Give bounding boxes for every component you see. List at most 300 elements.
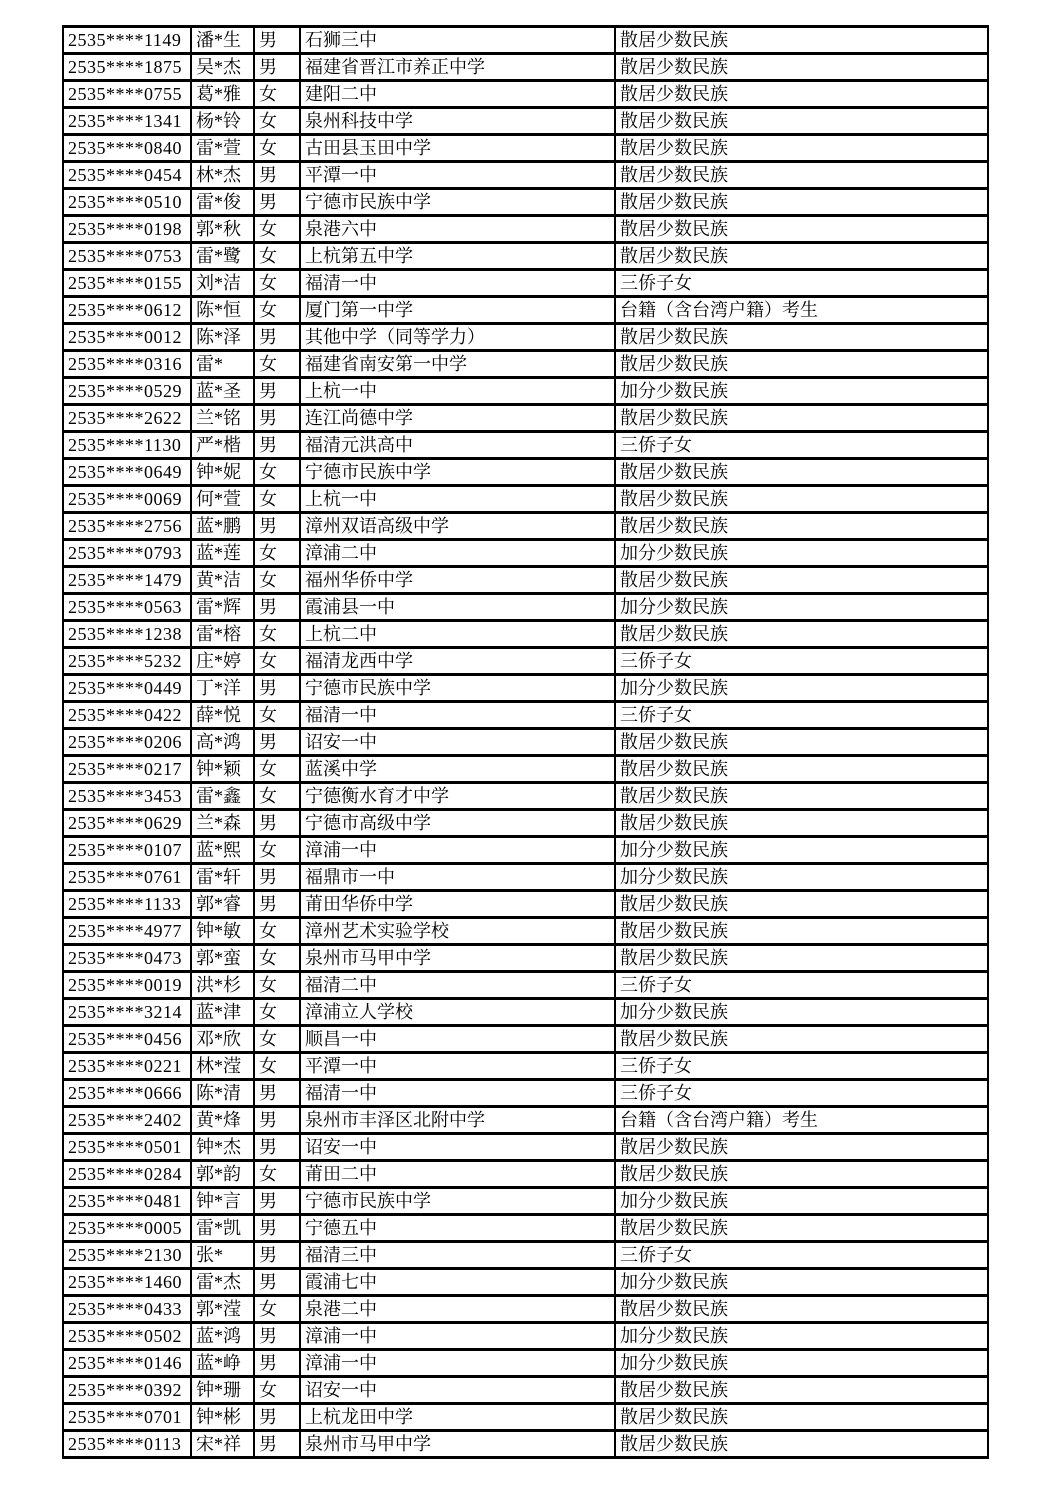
gender-cell: 男 [254,1242,300,1269]
id-cell: 2535****0755 [63,81,191,108]
school-cell: 泉港六中 [300,216,615,243]
name-cell: 潘*生 [191,27,254,54]
name-cell: 钟*敏 [191,918,254,945]
table-row [63,513,988,540]
id-cell: 2535****0649 [63,459,191,486]
gender-cell: 男 [254,432,300,459]
id-cell: 2535****0217 [63,756,191,783]
id-cell: 2535****0284 [63,1161,191,1188]
category-cell: 散居少数民族 [615,756,988,783]
school-cell: 漳州双语高级中学 [300,513,615,540]
category-cell: 散居少数民族 [615,1215,988,1242]
gender-cell: 男 [254,405,300,432]
name-cell: 雷*俊 [191,189,254,216]
category-cell: 散居少数民族 [615,135,988,162]
id-cell: 2535****0761 [63,864,191,891]
category-cell: 散居少数民族 [615,162,988,189]
gender-cell: 男 [254,1431,300,1458]
name-cell: 雷*辉 [191,594,254,621]
category-cell: 散居少数民族 [615,810,988,837]
gender-cell: 女 [254,918,300,945]
school-cell: 诏安一中 [300,1377,615,1404]
school-cell: 平潭一中 [300,162,615,189]
gender-cell: 女 [254,702,300,729]
id-cell: 2535****0005 [63,1215,191,1242]
category-cell: 加分少数民族 [615,864,988,891]
id-cell: 2535****0456 [63,1026,191,1053]
id-cell: 2535****2756 [63,513,191,540]
gender-cell: 女 [254,135,300,162]
table-row [63,54,988,81]
school-cell: 霞浦七中 [300,1269,615,1296]
category-cell: 三侨子女 [615,972,988,999]
name-cell: 刘*洁 [191,270,254,297]
gender-cell: 女 [254,1053,300,1080]
id-cell: 2535****0146 [63,1350,191,1377]
name-cell: 杨*铃 [191,108,254,135]
name-cell: 蓝*峥 [191,1350,254,1377]
gender-cell: 男 [254,675,300,702]
category-cell: 散居少数民族 [615,243,988,270]
table-row [63,1053,988,1080]
gender-cell: 女 [254,486,300,513]
school-cell: 蓝溪中学 [300,756,615,783]
table-row [63,1377,988,1404]
name-cell: 蓝*鹏 [191,513,254,540]
name-cell: 兰*森 [191,810,254,837]
table-row [63,1107,988,1134]
gender-cell: 男 [254,594,300,621]
id-cell: 2535****0433 [63,1296,191,1323]
school-cell: 古田县玉田中学 [300,135,615,162]
name-cell: 钟*杰 [191,1134,254,1161]
school-cell: 泉州科技中学 [300,108,615,135]
gender-cell: 男 [254,1269,300,1296]
gender-cell: 女 [254,972,300,999]
category-cell: 散居少数民族 [615,945,988,972]
id-cell: 2535****0481 [63,1188,191,1215]
school-cell: 上杭二中 [300,621,615,648]
table-row [63,189,988,216]
category-cell: 三侨子女 [615,648,988,675]
id-cell: 2535****1149 [63,27,191,54]
table-row [63,162,988,189]
id-cell: 2535****0510 [63,189,191,216]
school-cell: 宁德衡水育才中学 [300,783,615,810]
gender-cell: 女 [254,567,300,594]
category-cell: 加分少数民族 [615,1188,988,1215]
name-cell: 雷*轩 [191,864,254,891]
category-cell: 加分少数民族 [615,675,988,702]
id-cell: 2535****3214 [63,999,191,1026]
gender-cell: 女 [254,351,300,378]
gender-cell: 女 [254,945,300,972]
name-cell: 蓝*莲 [191,540,254,567]
gender-cell: 女 [254,297,300,324]
name-cell: 薛*悦 [191,702,254,729]
gender-cell: 男 [254,27,300,54]
id-cell: 2535****0113 [63,1431,191,1458]
table-row [63,1188,988,1215]
id-cell: 2535****5232 [63,648,191,675]
gender-cell: 男 [254,54,300,81]
school-cell: 宁德市民族中学 [300,1188,615,1215]
name-cell: 钟*妮 [191,459,254,486]
school-cell: 厦门第一中学 [300,297,615,324]
school-cell: 漳州艺术实验学校 [300,918,615,945]
gender-cell: 女 [254,999,300,1026]
school-cell: 宁德市民族中学 [300,459,615,486]
name-cell: 黄*洁 [191,567,254,594]
table-row [63,432,988,459]
id-cell: 2535****0422 [63,702,191,729]
table-row [63,459,988,486]
table-row [63,81,988,108]
school-cell: 福建省晋江市养正中学 [300,54,615,81]
table-row [63,1296,988,1323]
id-cell: 2535****4977 [63,918,191,945]
name-cell: 蓝*津 [191,999,254,1026]
category-cell: 散居少数民族 [615,1296,988,1323]
table-row [63,864,988,891]
id-cell: 2535****2402 [63,1107,191,1134]
gender-cell: 男 [254,1134,300,1161]
id-cell: 2535****0529 [63,378,191,405]
id-cell: 2535****0069 [63,486,191,513]
gender-cell: 女 [254,621,300,648]
table-row [63,1242,988,1269]
school-cell: 泉港二中 [300,1296,615,1323]
name-cell: 林*滢 [191,1053,254,1080]
name-cell: 何*萱 [191,486,254,513]
category-cell: 散居少数民族 [615,1431,988,1458]
category-cell: 三侨子女 [615,1053,988,1080]
gender-cell: 男 [254,324,300,351]
table-row [63,1215,988,1242]
table-row [63,216,988,243]
id-cell: 2535****0454 [63,162,191,189]
gender-cell: 男 [254,378,300,405]
table-row [63,540,988,567]
id-cell: 2535****3453 [63,783,191,810]
name-cell: 雷*榕 [191,621,254,648]
id-cell: 2535****0793 [63,540,191,567]
id-cell: 2535****0019 [63,972,191,999]
school-cell: 上杭第五中学 [300,243,615,270]
school-cell: 福州华侨中学 [300,567,615,594]
name-cell: 郭*蛮 [191,945,254,972]
table-row [63,783,988,810]
table-row [63,27,988,54]
table-row [63,891,988,918]
gender-cell: 女 [254,108,300,135]
gender-cell: 男 [254,513,300,540]
category-cell: 加分少数民族 [615,1269,988,1296]
id-cell: 2535****0753 [63,243,191,270]
table-row [63,1323,988,1350]
gender-cell: 女 [254,783,300,810]
table-row [63,486,988,513]
category-cell: 散居少数民族 [615,729,988,756]
name-cell: 钟*言 [191,1188,254,1215]
id-cell: 2535****0221 [63,1053,191,1080]
category-cell: 散居少数民族 [615,1026,988,1053]
category-cell: 散居少数民族 [615,486,988,513]
school-cell: 福清二中 [300,972,615,999]
name-cell: 雷*杰 [191,1269,254,1296]
gender-cell: 女 [254,1026,300,1053]
gender-cell: 女 [254,243,300,270]
category-cell: 散居少数民族 [615,405,988,432]
table-row [63,108,988,135]
id-cell: 2535****1341 [63,108,191,135]
category-cell: 三侨子女 [615,1080,988,1107]
gender-cell: 男 [254,864,300,891]
gender-cell: 女 [254,540,300,567]
category-cell: 加分少数民族 [615,540,988,567]
table-row [63,837,988,864]
school-cell: 宁德五中 [300,1215,615,1242]
school-cell: 其他中学（同等学力） [300,324,615,351]
school-cell: 宁德市民族中学 [300,675,615,702]
school-cell: 建阳二中 [300,81,615,108]
applicants-table-body [63,27,988,1458]
id-cell: 2535****0449 [63,675,191,702]
category-cell: 加分少数民族 [615,378,988,405]
gender-cell: 女 [254,1161,300,1188]
name-cell: 黄*烽 [191,1107,254,1134]
gender-cell: 男 [254,810,300,837]
category-cell: 加分少数民族 [615,594,988,621]
table-row [63,702,988,729]
school-cell: 福清三中 [300,1242,615,1269]
table-row [63,1269,988,1296]
id-cell: 2535****0840 [63,135,191,162]
school-cell: 漳浦一中 [300,837,615,864]
table-row [63,1134,988,1161]
id-cell: 2535****0666 [63,1080,191,1107]
category-cell: 散居少数民族 [615,108,988,135]
category-cell: 散居少数民族 [615,27,988,54]
name-cell: 陈*清 [191,1080,254,1107]
category-cell: 散居少数民族 [615,1404,988,1431]
id-cell: 2535****0701 [63,1404,191,1431]
category-cell: 散居少数民族 [615,621,988,648]
gender-cell: 女 [254,216,300,243]
name-cell: 雷*萱 [191,135,254,162]
table-row [63,567,988,594]
table-row [63,621,988,648]
table-row [63,243,988,270]
name-cell: 雷*鑫 [191,783,254,810]
table-row [63,324,988,351]
table-row [63,1161,988,1188]
gender-cell: 男 [254,1323,300,1350]
gender-cell: 女 [254,837,300,864]
id-cell: 2535****0473 [63,945,191,972]
table-row [63,810,988,837]
category-cell: 散居少数民族 [615,1377,988,1404]
school-cell: 宁德市高级中学 [300,810,615,837]
name-cell: 钟*颖 [191,756,254,783]
id-cell: 2535****0563 [63,594,191,621]
table-row [63,729,988,756]
name-cell: 张* [191,1242,254,1269]
name-cell: 陈*泽 [191,324,254,351]
name-cell: 邓*欣 [191,1026,254,1053]
school-cell: 霞浦县一中 [300,594,615,621]
gender-cell: 女 [254,81,300,108]
gender-cell: 男 [254,1188,300,1215]
category-cell: 加分少数民族 [615,1350,988,1377]
name-cell: 郭*睿 [191,891,254,918]
id-cell: 2535****0629 [63,810,191,837]
category-cell: 三侨子女 [615,432,988,459]
table-row [63,1026,988,1053]
name-cell: 蓝*熙 [191,837,254,864]
table-row [63,270,988,297]
gender-cell: 女 [254,756,300,783]
school-cell: 漳浦二中 [300,540,615,567]
name-cell: 宋*祥 [191,1431,254,1458]
table-row [63,1350,988,1377]
school-cell: 福清一中 [300,1080,615,1107]
id-cell: 2535****1460 [63,1269,191,1296]
school-cell: 泉州市丰泽区北附中学 [300,1107,615,1134]
category-cell: 散居少数民族 [615,324,988,351]
category-cell: 台籍（含台湾户籍）考生 [615,297,988,324]
school-cell: 上杭一中 [300,378,615,405]
category-cell: 三侨子女 [615,702,988,729]
school-cell: 宁德市民族中学 [300,189,615,216]
school-cell: 上杭龙田中学 [300,1404,615,1431]
category-cell: 散居少数民族 [615,216,988,243]
table-row [63,999,988,1026]
name-cell: 林*杰 [191,162,254,189]
name-cell: 雷* [191,351,254,378]
gender-cell: 男 [254,729,300,756]
category-cell: 加分少数民族 [615,999,988,1026]
name-cell: 吴*杰 [191,54,254,81]
school-cell: 泉州市马甲中学 [300,945,615,972]
name-cell: 陈*恒 [191,297,254,324]
category-cell: 三侨子女 [615,270,988,297]
name-cell: 郭*韵 [191,1161,254,1188]
table-row [63,594,988,621]
id-cell: 2535****1130 [63,432,191,459]
table-row [63,378,988,405]
category-cell: 散居少数民族 [615,459,988,486]
school-cell: 漳浦一中 [300,1350,615,1377]
school-cell: 莆田华侨中学 [300,891,615,918]
name-cell: 严*楷 [191,432,254,459]
name-cell: 郭*滢 [191,1296,254,1323]
school-cell: 石狮三中 [300,27,615,54]
category-cell: 散居少数民族 [615,351,988,378]
table-row [63,1080,988,1107]
table-row [63,351,988,378]
gender-cell: 女 [254,270,300,297]
gender-cell: 女 [254,1377,300,1404]
id-cell: 2535****0392 [63,1377,191,1404]
id-cell: 2535****0012 [63,324,191,351]
school-cell: 福鼎市一中 [300,864,615,891]
category-cell: 散居少数民族 [615,513,988,540]
id-cell: 2535****0206 [63,729,191,756]
name-cell: 葛*雅 [191,81,254,108]
gender-cell: 男 [254,162,300,189]
id-cell: 2535****0501 [63,1134,191,1161]
school-cell: 诏安一中 [300,1134,615,1161]
school-cell: 福清一中 [300,270,615,297]
id-cell: 2535****2130 [63,1242,191,1269]
category-cell: 散居少数民族 [615,567,988,594]
gender-cell: 男 [254,1350,300,1377]
id-cell: 2535****1479 [63,567,191,594]
table-row [63,1404,988,1431]
category-cell: 散居少数民族 [615,81,988,108]
school-cell: 平潭一中 [300,1053,615,1080]
name-cell: 蓝*鸿 [191,1323,254,1350]
school-cell: 诏安一中 [300,729,615,756]
category-cell: 散居少数民族 [615,54,988,81]
table-row [63,135,988,162]
school-cell: 福清元洪高中 [300,432,615,459]
id-cell: 2535****0107 [63,837,191,864]
table-row [63,918,988,945]
table-row [63,648,988,675]
category-cell: 散居少数民族 [615,783,988,810]
school-cell: 福清一中 [300,702,615,729]
category-cell: 三侨子女 [615,1242,988,1269]
school-cell: 莆田二中 [300,1161,615,1188]
category-cell: 散居少数民族 [615,1134,988,1161]
school-cell: 漳浦一中 [300,1323,615,1350]
gender-cell: 女 [254,459,300,486]
name-cell: 蓝*圣 [191,378,254,405]
table-row [63,972,988,999]
table-row [63,945,988,972]
gender-cell: 男 [254,891,300,918]
category-cell: 台籍（含台湾户籍）考生 [615,1107,988,1134]
table-row [63,297,988,324]
id-cell: 2535****1875 [63,54,191,81]
table-row [63,405,988,432]
name-cell: 雷*鹭 [191,243,254,270]
id-cell: 2535****0612 [63,297,191,324]
applicants-table [62,25,989,1459]
gender-cell: 女 [254,648,300,675]
table-row [63,756,988,783]
category-cell: 散居少数民族 [615,918,988,945]
category-cell: 加分少数民族 [615,1323,988,1350]
id-cell: 2535****0198 [63,216,191,243]
gender-cell: 男 [254,1080,300,1107]
gender-cell: 男 [254,1404,300,1431]
category-cell: 加分少数民族 [615,837,988,864]
name-cell: 钟*珊 [191,1377,254,1404]
gender-cell: 男 [254,1107,300,1134]
category-cell: 散居少数民族 [615,1161,988,1188]
id-cell: 2535****1133 [63,891,191,918]
school-cell: 泉州市马甲中学 [300,1431,615,1458]
name-cell: 高*鸿 [191,729,254,756]
school-cell: 上杭一中 [300,486,615,513]
table-row [63,675,988,702]
name-cell: 郭*秋 [191,216,254,243]
id-cell: 2535****0316 [63,351,191,378]
name-cell: 兰*铭 [191,405,254,432]
